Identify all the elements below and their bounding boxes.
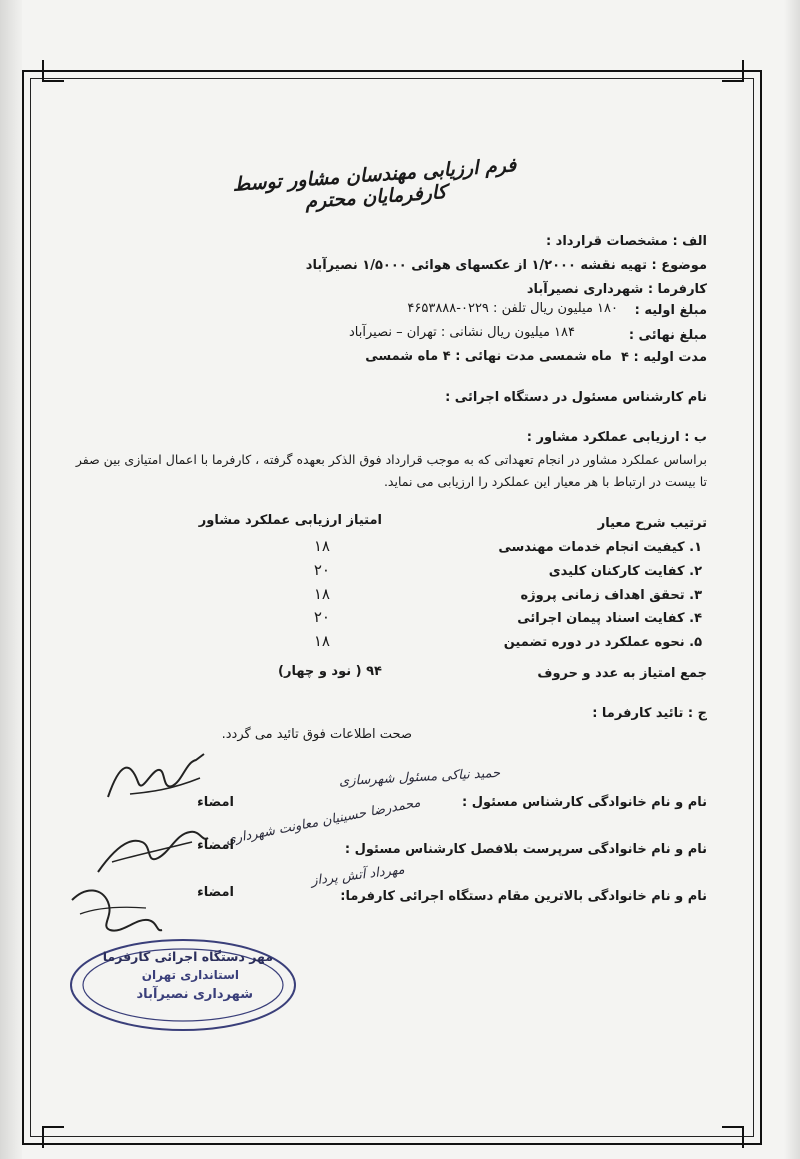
responsible-expert-line: نام کارشناس مسئول در دستگاه اجرائی : [445, 390, 707, 405]
contract-employer: کارفرما : شهرداری نصیرآباد [526, 282, 707, 297]
signature-row-label: نام و نام خانوادگی کارشناس مسئول : [462, 795, 707, 810]
criterion-label: ۳. تحقق اهداف زمانی پروژه [520, 588, 702, 603]
handwritten-name: مهرداد آتش پرداز [310, 862, 406, 889]
signature-row-label: نام و نام خانوادگی بالاترین مقام دستگاه اجرائی کارفرما: [340, 889, 707, 904]
initial-amount-value: ۱۸۰ میلیون ریال تلفن : ۰۲۲۹-۴۶۵۳۸۸۸ [407, 301, 618, 316]
form-title: فرم ارزیابی مهندسان مشاور توسط کارفرمایان محترم [231, 154, 517, 213]
total-score-label: جمع امتیاز به عدد و حروف [537, 666, 707, 681]
criterion-label: ۱. کیفیت انجام خدمات مهندسی [498, 540, 702, 555]
paragraph-line-1: براساس عملکرد مشاور در انجام تعهداتی که به موجب قرارداد فوق الذکر بعهده گرفته ، کارفرما با اعمال امتیازی بین صفر [75, 452, 707, 467]
handwritten-name: حمید نیاکی مسئول شهرسازی [338, 765, 501, 790]
criterion-score: ۱۸ [313, 537, 330, 555]
stamp-line-3: شهرداری نصیرآباد [136, 987, 253, 1002]
stamp-line-1: مهر دستگاه اجرائی کارفرما [102, 949, 273, 964]
signature-label: امضاء [197, 795, 234, 810]
official-stamp [66, 935, 301, 1035]
column-score-header: امتیاز ارزیابی عملکرد مشاور [198, 513, 382, 528]
criterion-score: ۲۰ [313, 608, 330, 626]
section-b-heading: ب : ارزیابی عملکرد مشاور : [526, 430, 707, 445]
corner-ornament [42, 60, 64, 82]
corner-ornament [42, 1126, 64, 1148]
contract-subject: موضوع : تهیه نقشه ۱/۲۰۰۰ از عکسهای هوائی ۱/۵۰۰۰ نصیرآباد [305, 258, 707, 273]
signature-scribble-1 [100, 742, 210, 812]
signature-row-label: نام و نام خانوادگی سرپرست بلافصل کارشناس مسئول : [344, 842, 707, 857]
total-score-value: ۹۴ ( نود و چهار) [278, 664, 382, 679]
corner-ornament [722, 1126, 744, 1148]
signature-scribble-3 [66, 880, 166, 940]
confirmation-text: صحت اطلاعات فوق تائید می گردد. [221, 727, 412, 742]
criterion-score: ۱۸ [313, 632, 330, 650]
final-amount-label: مبلغ نهائی : [628, 328, 707, 343]
duration-value: ماه شمسی مدت نهائی : ۴ ماه شمسی [365, 349, 612, 364]
column-criteria-header: ترتیب شرح معیار [597, 516, 707, 531]
section-a-heading: الف : مشخصات قرارداد : [545, 234, 707, 249]
signature-label: امضاء [197, 838, 234, 853]
stamp-line-2: استانداری تهران [141, 968, 239, 982]
criterion-label: ۴. کفایت اسناد پیمان اجرائی [517, 611, 702, 626]
corner-ornament [722, 60, 744, 82]
final-amount-value: ۱۸۴ میلیون ریال نشانی : تهران – نصیرآباد [349, 325, 575, 340]
signature-scribble-2 [92, 812, 212, 878]
initial-amount-label: مبلغ اولیه : [634, 303, 707, 318]
criterion-label: ۵. نحوه عملکرد در دوره تضمین [503, 635, 702, 650]
criterion-score: ۲۰ [313, 561, 330, 579]
duration-label: مدت اولیه : ۴ [621, 350, 707, 365]
scan-shadow-left [0, 0, 22, 1159]
criterion-score: ۱۸ [313, 585, 330, 603]
section-c-heading: ج : تائید کارفرما : [592, 706, 707, 721]
scan-shadow-right [784, 0, 800, 1159]
paragraph-line-2: تا بیست در ارتباط با هر معیار این عملکرد را ارزیابی می نماید. [383, 474, 707, 489]
criterion-label: ۲. کفایت کارکنان کلیدی [548, 564, 702, 579]
signature-label: امضاء [197, 885, 234, 900]
handwritten-name: محمدرضا حسینیان معاونت شهرداری [224, 795, 422, 848]
